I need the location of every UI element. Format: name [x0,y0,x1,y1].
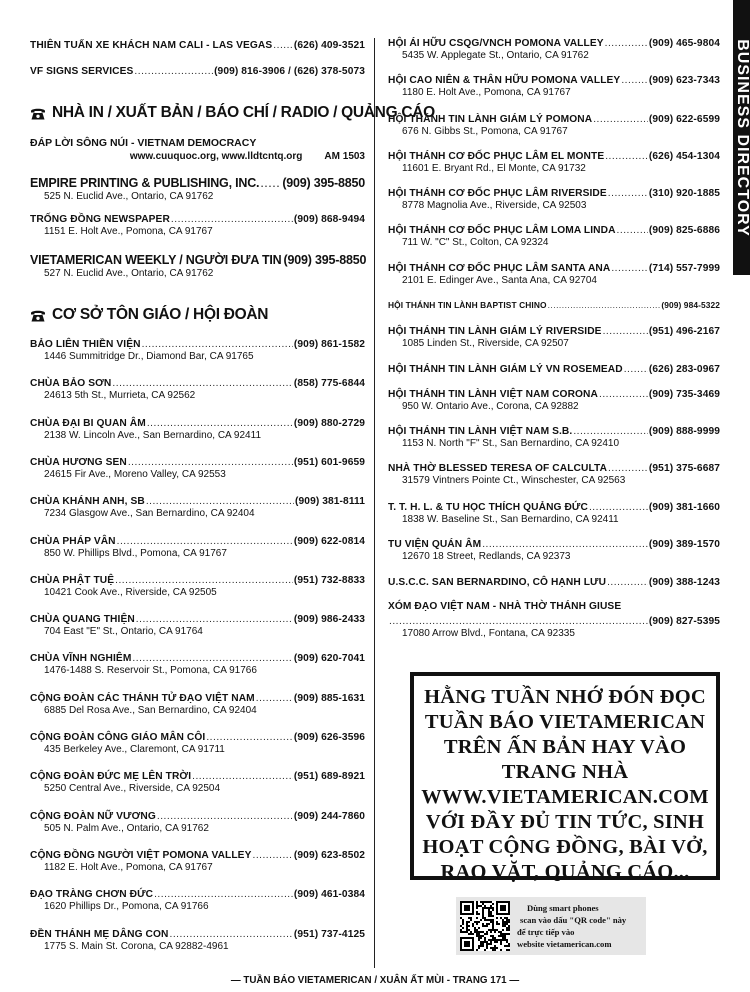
entry-phone: (626) 454-1304 [648,151,720,162]
entry-name: CỘNG ĐỒNG NGƯỜI VIỆT POMONA VALLEY [30,849,252,861]
entry-name: CỘNG ĐOÀN CÁC THÁNH TỬ ĐẠO VIỆT NAM [30,692,255,704]
entry-name: ĐỀN THÁNH MẸ DÂNG CON [30,928,169,940]
dot-leader [621,75,648,86]
entry-name: CHÙA HƯƠNG SEN [30,456,127,468]
entry-name: HỘI ÁI HỮU CSQG/VNCH POMONA VALLEY [388,38,604,49]
promo-line: RAO VẶT, QUẢNG CÁO... [440,861,690,883]
entry-name: T. T. H. L. & TU HỌC THÍCH QUẢNG ĐỨC [388,502,588,513]
entry-address: 1838 W. Baseline St., San Bernardino, CA 92411 [402,514,619,525]
entry-phone: (909) 986-2433 [293,614,365,626]
entry-address: 10421 Cook Ave., Riverside, CA 92505 [44,586,217,598]
entry-phone: (310) 920-1885 [648,188,720,199]
promo-line: TUẦN BÁO VIETAMERICAN [424,711,706,733]
directory-entry [388,577,720,588]
entry-address: 525 N. Euclid Ave., Ontario, CA 91762 [44,191,214,202]
page-footer: — TUẦN BÁO VIETAMERICAN / XUÂN ẤT MÙI - TRANG 171 — [230,975,520,986]
directory-entry [30,253,365,279]
dot-leader [256,693,293,704]
entry-address: 2138 W. Lincoln Ave., San Bernardino, CA 92411 [44,429,262,441]
entry-address: 2101 E. Edinger Ave., Santa Ana, CA 92704 [402,275,597,286]
entry-phone: (909) 861-1582 [293,339,365,350]
dot-leader [112,378,293,389]
entry-phone: (909) 622-6599 [648,114,720,125]
entry-name: CHÙA ĐẠI BI QUAN ÂM [30,417,146,429]
entry-phone: (909) 885-1631 [293,692,365,704]
entry-name: HỘI THÁNH TIN LÀNH GIÁM LÝ POMONA [388,114,593,125]
directory-entry [30,771,365,794]
directory-entry [388,151,720,174]
entry-phone: (951) 737-4125 [293,928,365,940]
entry-address: 850 W. Phillips Blvd., Pomona, CA 91767 [44,547,227,559]
entry-phone: (626) 283-0967 [648,364,720,375]
heading-religion-label: CƠ SỞ TÔN GIÁO / HỘI ĐOÀN [52,306,269,323]
dot-leader [147,418,293,429]
entry-address: 8778 Magnolia Ave., Riverside, CA 92503 [402,200,587,211]
directory-entry [30,214,365,237]
directory-entry [30,653,365,676]
dot-leader [136,614,293,625]
entry-name: HỘI THÁNH CƠ ĐỐC PHỤC LÂM LOMA LINDA [388,225,616,236]
dot-leader [170,929,293,940]
dot-leader [608,463,648,474]
entry-name: XÓM ĐẠO VIỆT NAM - NHÀ THỜ THÁNH GIUSE [388,601,622,612]
entry-phone: (909) 984-5322 [661,300,720,310]
dot-leader [605,38,648,49]
entry-phone: (909) 623-8502 [293,849,365,861]
heading-print-media [30,104,435,122]
dot-leader [573,426,648,437]
entry-name: VIETAMERICAN WEEKLY / NGƯỜI ĐƯA TIN [30,252,282,268]
directory-entry [30,693,365,716]
entry-address: 5250 Central Ave., Riverside, CA 92504 [44,783,221,795]
entry-name: THIÊN TUẤN XE KHÁCH NAM CALI - LAS VEGAS [30,40,273,51]
entry-name: HỘI THÁNH TIN LÀNH VIỆT NAM S.B. [388,426,573,437]
entry-phone: (909) 626-3596 [293,732,365,743]
entry-address: 1775 S. Main St. Corona, CA 92882-4961 [44,940,229,952]
entry-address: 1085 Linden St., Riverside, CA 92507 [402,338,569,349]
directory-entry [30,614,365,637]
entry-name: CỘNG ĐOÀN CÔNG GIÁO MÂN CÔI [30,732,206,743]
entry-name: HỘI THÁNH CƠ ĐỐC PHỤC LÂM RIVERSIDE [388,188,607,199]
entry-phone: (909) 389-1570 [648,539,720,550]
dot-leader [589,502,648,513]
dot-leader [142,339,293,350]
entry-address: 1151 E. Holt Ave., Pomona, CA 91767 [44,226,213,237]
dot-leader [548,300,661,310]
entry-name: HỘI THÁNH CƠ ĐỐC PHỤC LÂM SANTA ANA [388,263,611,274]
dot-leader [157,811,293,822]
entry-name: CỘNG ĐOÀN ĐỨC MẸ LÊN TRỜI [30,771,192,783]
entry-name: HỘI CAO NIÊN & THÂN HỮU POMONA VALLEY [388,75,621,86]
promo-box [410,672,720,883]
notice-websites: www.cuuquoc.org, www.lldtcntq.org [129,151,303,162]
qr-code-icon [460,901,510,951]
dot-leader [607,577,648,588]
promo-line: VỚI ĐẦY ĐỦ TIN TỨC, SINH [425,811,705,833]
dot-leader [134,66,213,77]
notice-name: ĐÁP LỜI SÔNG NÚI - VIETNAM DEMOCRACY [30,137,257,149]
column-divider [374,38,375,968]
dot-leader [624,364,648,375]
directory-entry [30,850,365,873]
directory-entry [388,364,720,375]
qr-text-line: để trực tiếp vào [517,927,575,937]
entry-name: EMPIRE PRINTING & PUBLISHING, INC. [30,175,260,191]
entry-phone: (909) 622-0814 [293,535,365,547]
entry-name: HỘI THÁNH TIN LÀNH VIỆT NAM CORONA [388,389,598,400]
entry-name: BẢO LIÊN THIỀN VIỆN [30,339,141,350]
section-tab [733,0,750,275]
dot-leader [603,326,648,337]
dot-leader [617,225,648,236]
section-tab-label: BUSINESS DIRECTORY [733,38,750,237]
entry-name: VF SIGNS SERVICES [30,66,134,77]
entry-address: 676 N. Gibbs St., Pomona, CA 91767 [402,126,568,137]
entry-phone: (909) 868-9494 [293,214,365,225]
entry-phone: (909) 244-7860 [293,810,365,822]
dot-leader [611,263,648,274]
entry-address: 6885 Del Rosa Ave., San Bernardino, CA 92404 [44,704,257,716]
directory-entry [388,601,720,639]
qr-text-line: scan vào dấu "QR code" này [520,915,627,925]
entry-address: 1446 Summitridge Dr., Diamond Bar, CA 91765 [44,351,254,362]
entry-name: TRỐNG ĐỒNG NEWSPAPER [30,214,170,225]
notice-entry [30,137,365,162]
entry-address: 1180 E. Holt Ave., Pomona, CA 91767 [402,87,571,98]
entry-name: HỘI THÁNH TIN LÀNH BAPTIST CHINO [388,300,547,310]
dot-leader [206,732,293,743]
entry-phone: (951) 732-8833 [293,574,365,586]
entry-name: HỘI THÁNH TIN LÀNH GIÁM LÝ RIVERSIDE [388,326,602,337]
directory-entry [388,75,720,98]
dot-leader [273,40,293,51]
directory-entry [30,575,365,598]
qr-panel [456,897,646,955]
entry-address: 7234 Glasgow Ave., San Bernardino, CA 92404 [44,508,255,520]
directory-entry [30,811,365,834]
directory-entry [388,38,720,61]
entry-phone: (909) 381-1660 [648,502,720,513]
dot-leader [260,176,281,191]
entry-address: 5435 W. Applegate St., Ontario, CA 91762 [402,50,589,61]
entry-phone: (714) 557-7999 [648,263,720,274]
entry-phone: (909) 461-0384 [293,889,365,901]
dot-leader [117,536,293,547]
entry-phone: (909) 816-3906 / (626) 378-5073 [214,66,365,77]
entry-phone: (909) 620-7041 [293,653,365,665]
directory-entry [30,536,365,559]
entry-address: 435 Berkeley Ave., Claremont, CA 91711 [44,744,225,755]
dot-leader [154,889,293,900]
dot-leader [132,653,293,664]
entry-phone: (909) 395-8850 [282,175,365,191]
entry-name: HỘI THÁNH TIN LÀNH GIÁM LÝ VN ROSEMEAD [388,364,623,375]
directory-entry [388,463,720,486]
entry-name: HỘI THÁNH CƠ ĐỐC PHỤC LÂM EL MONTE [388,151,605,162]
heading-religion [30,306,365,324]
entry-name: CHÙA PHẬT TUỆ [30,574,115,586]
promo-line: WWW.VIETAMERICAN.COM [421,786,709,808]
dot-leader [608,188,648,199]
entry-phone: (909) 827-5395 [648,616,720,627]
entry-phone: (909) 395-8850 [283,252,367,268]
directory-entry [388,114,720,137]
dot-leader [605,151,648,162]
directory-entry [30,418,365,441]
entry-address: 704 East "E" St., Ontario, CA 91764 [44,626,203,638]
qr-instructions [517,902,626,950]
dot-leader [593,114,648,125]
entry-name: ĐẠO TRÀNG CHƠN ĐỨC [30,889,154,901]
entry-address: 31579 Vintners Pointe Ct., Winschester, CA 92563 [402,475,626,486]
notice-station: AM 1503 [324,151,365,162]
directory-entry [388,263,720,286]
telephone-icon [30,107,46,120]
entry-name: CHÙA BẢO SƠN [30,378,112,390]
directory-entry [30,176,365,202]
dot-leader [389,616,648,627]
dot-leader [146,496,294,507]
entry-phone: (909) 465-9804 [648,38,720,49]
entry-phone: (909) 381-8111 [295,496,365,508]
qr-text-line: Dùng smart phones [527,903,599,913]
entry-phone: (858) 775-6844 [293,378,365,390]
directory-entry [388,389,720,412]
directory-entry [388,300,720,310]
entry-address: 1476-1488 S. Reservoir St., Pomona, CA 91766 [44,665,257,677]
entry-phone: (951) 689-8921 [293,771,365,783]
entry-name: TU VIỆN QUÁN ÂM [388,539,482,550]
entry-address: 1620 Phillips Dr., Pomona, CA 91766 [44,901,209,913]
entry-address: 11601 E. Bryant Rd., El Monte, CA 91732 [402,163,586,174]
entry-name: CHÙA QUANG THIỆN [30,614,135,626]
entry-name: CHÙA VĨNH NGHIÊM [30,653,132,665]
entry-phone: (909) 888-9999 [648,426,720,437]
entry-address: 24613 5th St., Murrieta, CA 92562 [44,390,196,402]
directory-entry [30,40,365,51]
directory-entry [388,426,720,449]
entry-phone: (951) 375-6687 [648,463,720,474]
directory-entry [388,188,720,211]
directory-entry [30,889,365,912]
entry-phone: (909) 623-7343 [648,75,720,86]
directory-entry [30,457,365,480]
entry-address: 1153 N. North "F" St., San Bernardino, CA 92410 [402,438,620,449]
dot-leader [128,457,293,468]
entry-address: 505 N. Palm Ave., Ontario, CA 91762 [44,822,209,834]
directory-entry [30,496,365,519]
directory-entry [388,502,720,525]
telephone-icon [30,309,46,322]
entry-phone: (909) 735-3469 [648,389,720,400]
entry-address: 24615 Fir Ave., Moreno Valley, CA 92553 [44,468,226,480]
heading-print-label: NHÀ IN / XUẤT BẢN / BÁO CHÍ / RADIO / QUẢNG CÁO [52,104,435,121]
entry-phone: (951) 601-9659 [293,456,365,468]
dot-leader [599,389,648,400]
entry-name: CỘNG ĐOÀN NỮ VƯƠNG [30,810,156,822]
entry-name: CHÙA KHÁNH ANH, SB [30,496,145,508]
directory-entry [30,66,365,77]
entry-phone: (909) 388-1243 [648,577,720,588]
entry-name: CHÙA PHÁP VÂN [30,535,116,547]
directory-entry [30,339,365,362]
promo-line: HẰNG TUẦN NHỚ ĐÓN ĐỌC [424,686,706,708]
promo-line: TRÊN ẤN BẢN HAY VÀO [443,736,687,758]
qr-text-line: website vietamerican.com [517,939,612,949]
entry-address: 1182 E. Holt Ave., Pomona, CA 91767 [44,861,213,873]
dot-leader [482,539,648,550]
dot-leader [252,850,292,861]
dot-leader [171,214,293,225]
promo-line: HOẠT CỘNG ĐỒNG, BÀI VỞ, [422,836,708,858]
entry-address: 950 W. Ontario Ave., Corona, CA 92882 [402,401,579,412]
directory-entry [30,929,365,952]
entry-name: NHÀ THỜ BLESSED TERESA OF CALCULTA [388,463,608,474]
entry-phone: (909) 825-6886 [648,225,720,236]
dot-leader [115,575,293,586]
entry-phone: (951) 496-2167 [648,326,720,337]
promo-line: TRANG NHÀ [501,761,629,783]
directory-entry [388,225,720,248]
entry-address: 17080 Arrow Blvd., Fontana, CA 92335 [402,628,575,639]
directory-entry [388,326,720,349]
dot-leader [192,771,293,782]
entry-address: 527 N. Euclid Ave., Ontario, CA 91762 [44,268,214,279]
entry-phone: (909) 880-2729 [293,417,365,429]
directory-entry [30,378,365,401]
directory-entry [30,732,365,755]
entry-address: 12670 18 Street, Redlands, CA 92373 [402,551,571,562]
entry-phone: (626) 409-3521 [293,40,365,51]
entry-address: 711 W. "C" St., Colton, CA 92324 [402,237,549,248]
directory-entry [388,539,720,562]
entry-name: U.S.C.C. SAN BERNARDINO, CÔ HẠNH LƯU [388,577,607,588]
